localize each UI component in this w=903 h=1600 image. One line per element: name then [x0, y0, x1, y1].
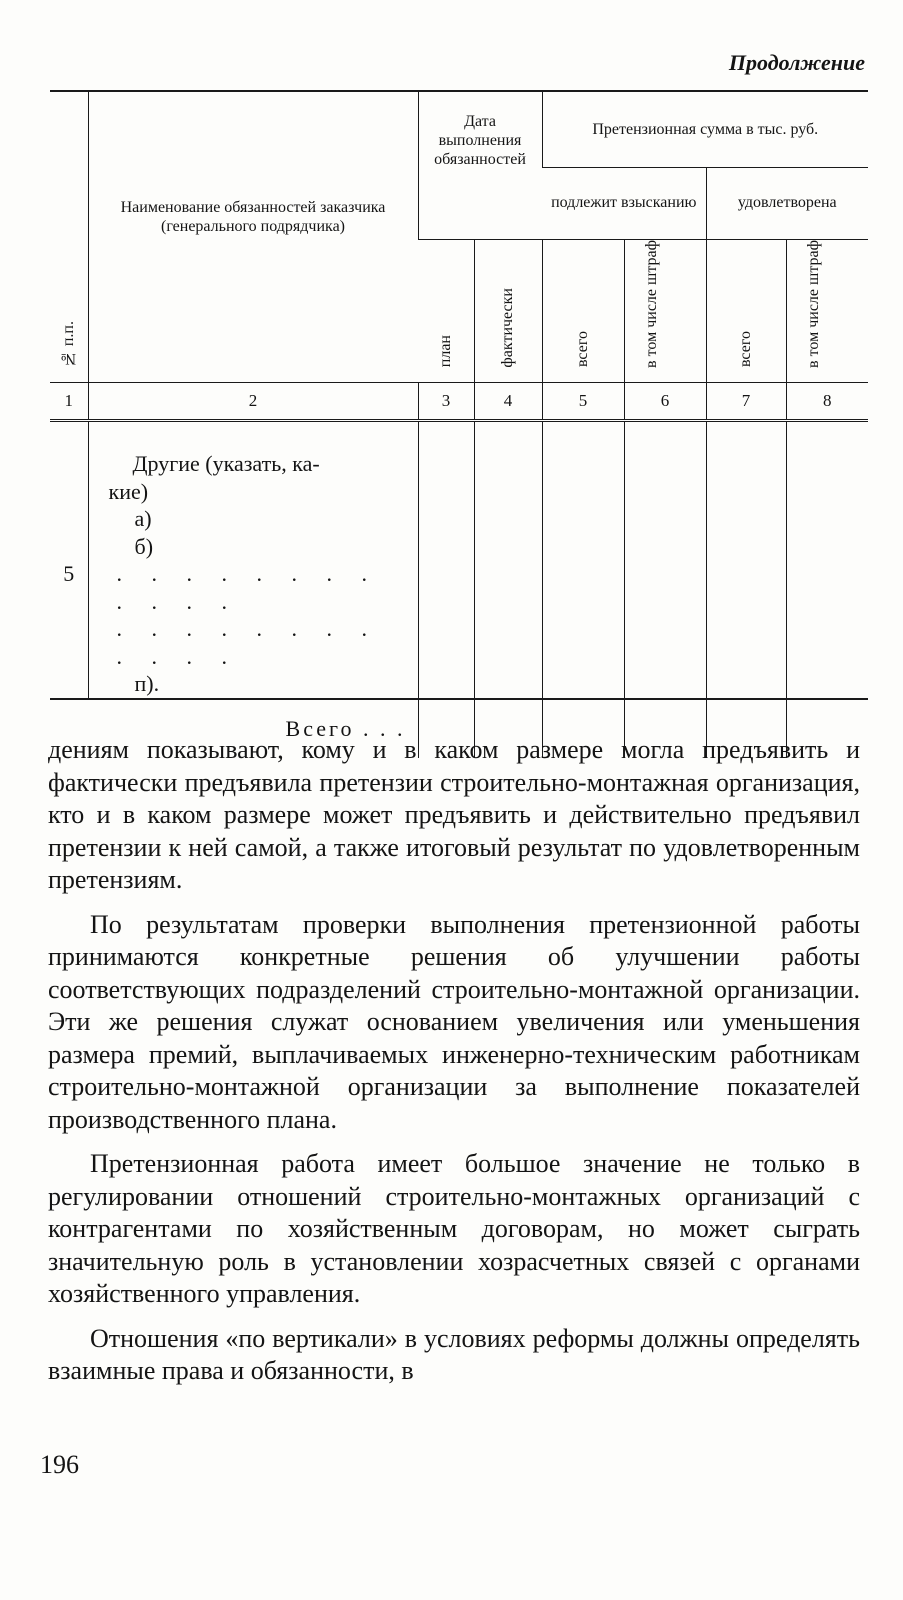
cell-empty: [474, 421, 542, 699]
paragraph: По результатам проверки выполнения претензионной работы принимаются конкретные решения об улучшении работы соответствующих подразделений строительно-монтажной организации. Эти же решения служат основанием увеличения или уменьшения размера премий, выплачиваемых инженерно-техническим работникам строительно-монтажной организации за выполнение показателей производственного плана.: [48, 909, 860, 1134]
header-no: [50, 91, 88, 383]
header-satisfied-fine: [786, 239, 868, 383]
col-number: 2: [88, 383, 418, 421]
header-recover-fine-text: в том числе штраф: [643, 239, 661, 368]
paragraph: Претензионная работа имеет большое значение не только в регулировании отношений строительно-монтажных организаций с контрагентами по хозяйственным договорам, но может сыграть значительную роль в установлении хозрасчетных связей с органами хозяйственного управления.: [48, 1149, 860, 1308]
header-fact-text: фактически: [498, 287, 516, 368]
cell-empty: [706, 421, 786, 699]
header-plan: [418, 239, 474, 383]
paragraph: дениям показывают, кому и в каком размере могла предъявить и фактически предъявила претензии строительно-монтажная организация, кто и в каком размере может предъявить и действительно предъявил претензии к ней самой, а также итоговый результат по удовлетворенным претензиям.: [48, 735, 860, 894]
header-satisfied-fine-text: в том числе штраф: [805, 239, 823, 368]
header-recover-fine: [624, 239, 706, 383]
header-name: [88, 91, 418, 383]
header-claim-text: Претензионная сумма в тыс. руб.: [592, 120, 819, 138]
header-plan-text: план: [436, 335, 454, 368]
row-dots-2: . . . . . . . . . . . .: [116, 616, 379, 669]
continuation-label: Продолжение: [728, 50, 865, 75]
cell-empty: [786, 421, 868, 699]
header-date: [418, 91, 542, 239]
header-satisfied-total: [706, 239, 786, 383]
claims-table: [50, 90, 868, 758]
cell-empty: [542, 421, 624, 699]
header-recover: [542, 167, 706, 239]
header-no-text: № п.п.: [59, 321, 77, 368]
row-dots-1: . . . . . . . . . . . .: [116, 561, 379, 614]
column-number-row: [50, 383, 868, 421]
header-date-text: Дата выполнения обязанностей: [434, 113, 526, 169]
col-number: 8: [786, 383, 868, 421]
header-satisfied: [706, 167, 868, 239]
row-name: [88, 421, 418, 699]
col-number: 6: [624, 383, 706, 421]
paragraph: Отношения «по вертикали» в условиях реформы должны определять взаимные права и обязанности, в: [48, 1323, 860, 1385]
row-item-a: а): [134, 506, 152, 532]
col-number: 1: [50, 383, 88, 421]
header-recover-total: [542, 239, 624, 383]
table-row: [50, 421, 868, 699]
header-satisfied-total-text: всего: [736, 331, 754, 368]
body-text: [48, 734, 860, 1400]
header-fact: [474, 239, 542, 383]
cell-empty: [624, 421, 706, 699]
header-claim: [542, 91, 868, 167]
col-number: 5: [542, 383, 624, 421]
total-label: Всего . . .: [285, 715, 406, 741]
page-number: 196: [40, 1450, 79, 1479]
row-item-b: б): [134, 533, 154, 559]
header-satisfied-text: удовлетворена: [737, 194, 837, 211]
row-name-line2: кие): [108, 478, 149, 504]
header-name-text: Наименование обязанностей заказчика (генерального подрядчика): [120, 199, 386, 236]
col-number: 4: [474, 383, 542, 421]
row-name-line1: Другие (указать, ка-: [132, 451, 320, 477]
header-recover-total-text: всего: [573, 331, 591, 368]
col-number: 3: [418, 383, 474, 421]
header-recover-text: подлежит взысканию: [551, 194, 697, 212]
cell-empty: [418, 421, 474, 699]
col-number: 7: [706, 383, 786, 421]
row-item-n: п).: [134, 671, 160, 697]
row-number: 5: [63, 561, 75, 587]
